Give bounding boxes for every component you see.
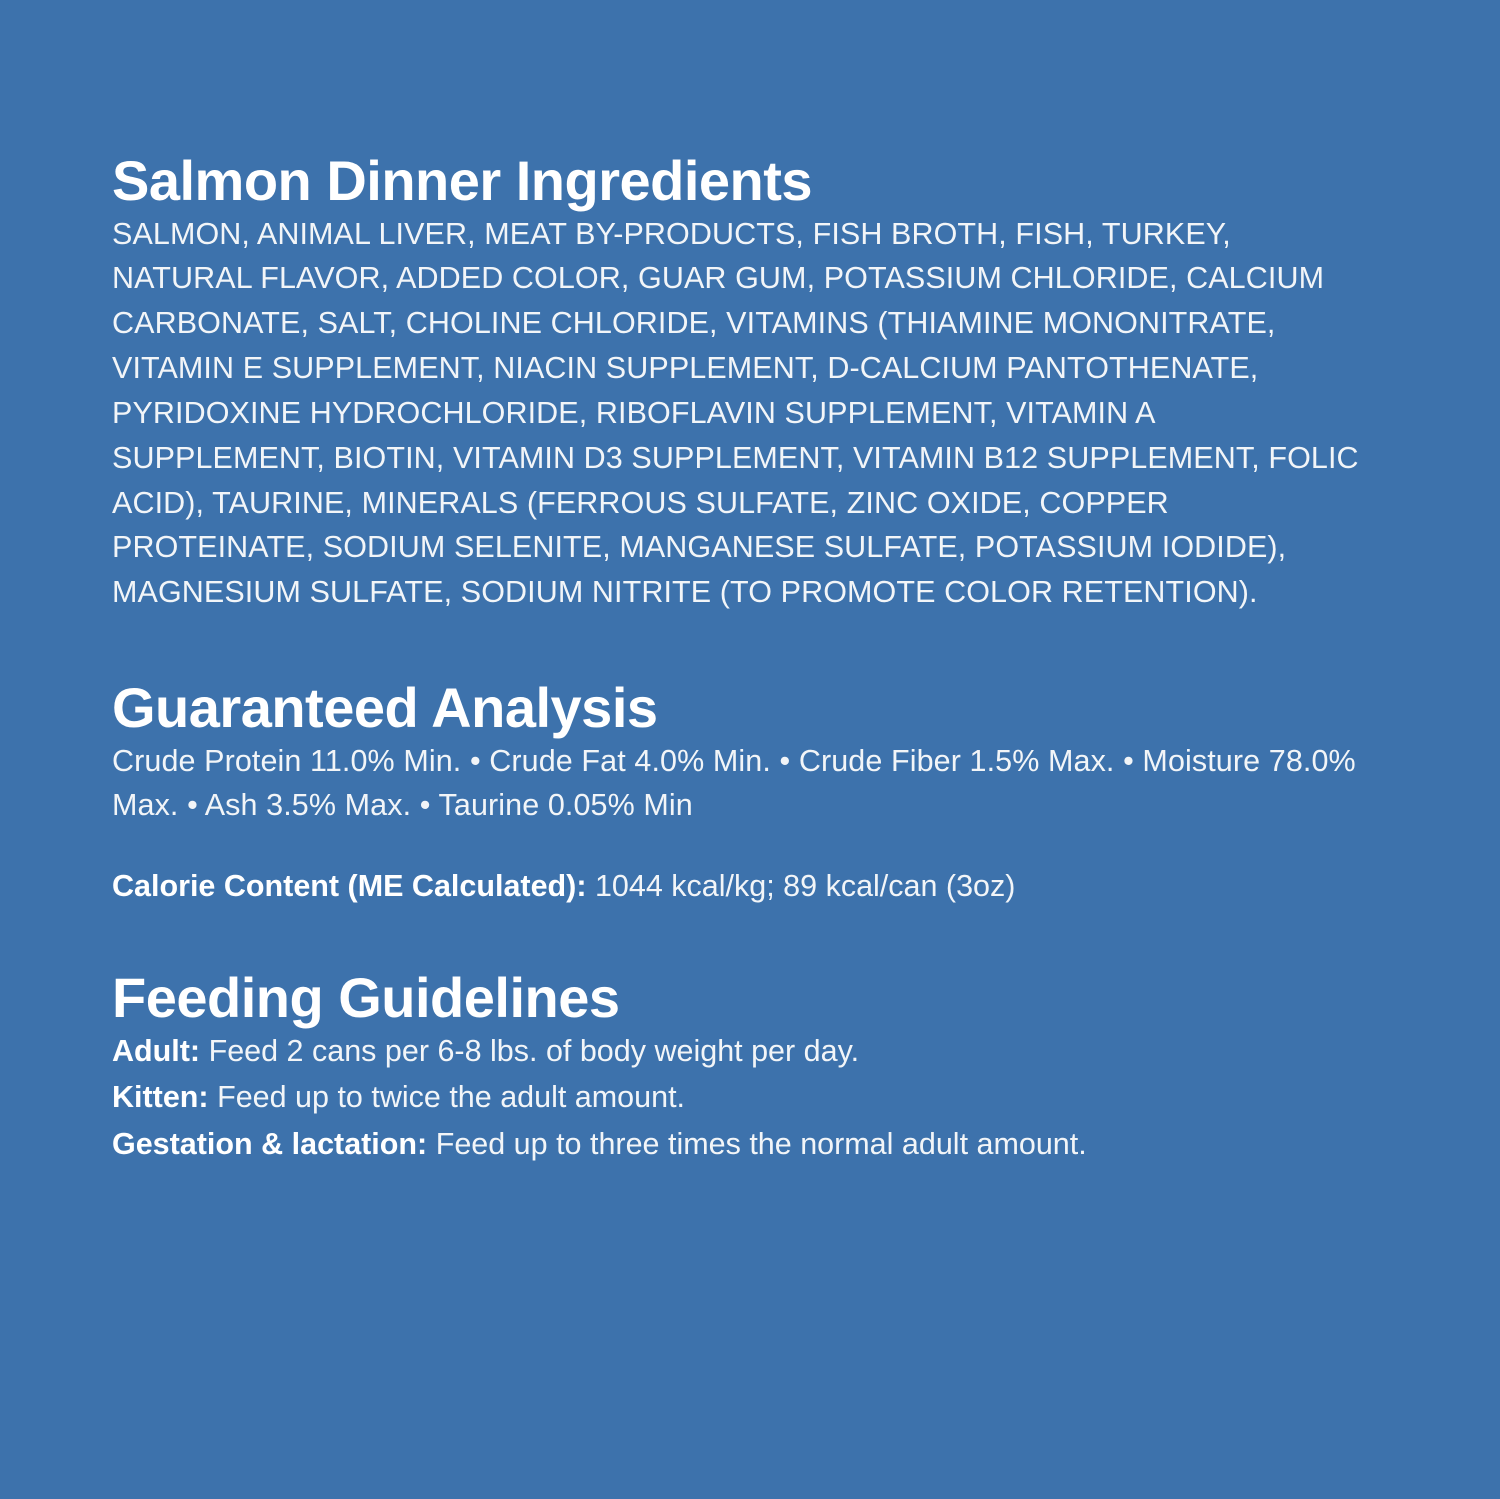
guaranteed-analysis-text: Crude Protein 11.0% Min. • Crude Fat 4.0% Min. • Crude Fiber 1.5% Max. • Moisture 78.0% Max. • Ash 3.5% Max. • Taurine 0.05% Min [112, 743, 1356, 823]
feeding-row-value: Feed up to three times the normal adult amount. [435, 1126, 1087, 1161]
feeding-row-value: Feed up to twice the adult amount. [217, 1080, 686, 1115]
feeding-guidelines-heading: Feeding Guidelines [112, 965, 620, 1029]
feeding-row [112, 1121, 1390, 1167]
section-spacer [112, 615, 1390, 677]
ingredients-heading: Salmon Dinner Ingredients [112, 149, 813, 212]
ingredients-list-text: SALMON, ANIMAL LIVER, MEAT BY-PRODUCTS, FISH BROTH, FISH, TURKEY, NATURAL FLAVOR, ADDED COLOR, GUAR GUM, POTASSIUM CHLORIDE, CALCIUM CARBONATE, SALT, CHOLINE CHLORIDE, VITAMINS (THIAMINE MONONITRATE, VITAMIN E SUPPLEMENT, NIACIN SUPPLEMENT, D-CALCIUM PANTOTHENATE, PYRIDOXINE HYDROCHLORIDE, RIBOFLAVIN SUPPLEMENT, VITAMIN A SUPPLEMENT, BIOTIN, VITAMIN D3 SUPPLEMENT, VITAMIN B12 SUPPLEMENT, FOLIC ACID), TAURINE, MINERALS (FERROUS SULFATE, ZINC OXIDE, COPPER PROTEINATE, SODIUM SELENITE, MANGANESE SULFATE, POTASSIUM IODIDE), MAGNESIUM SULFATE, SODIUM NITRITE (TO PROMOTE COLOR RETENTION). [112, 216, 1359, 610]
calorie-content-label: Calorie Content (ME Calculated): [112, 869, 587, 904]
feeding-row-label: Adult: [112, 1034, 201, 1069]
feeding-row-value: Feed 2 cans per 6-8 lbs. of body weight per day. [208, 1034, 860, 1069]
feeding-row [112, 1028, 1390, 1074]
feeding-row-label: Kitten: [112, 1080, 209, 1115]
feeding-row [112, 1074, 1390, 1120]
section-spacer [112, 909, 1390, 967]
guaranteed-analysis-heading: Guaranteed Analysis [112, 676, 658, 740]
calorie-content-value: 1044 kcal/kg; 89 kcal/can (3oz) [594, 869, 1016, 904]
calorie-content-line [112, 864, 1390, 908]
feeding-row-label: Gestation & lactation: [112, 1126, 428, 1161]
